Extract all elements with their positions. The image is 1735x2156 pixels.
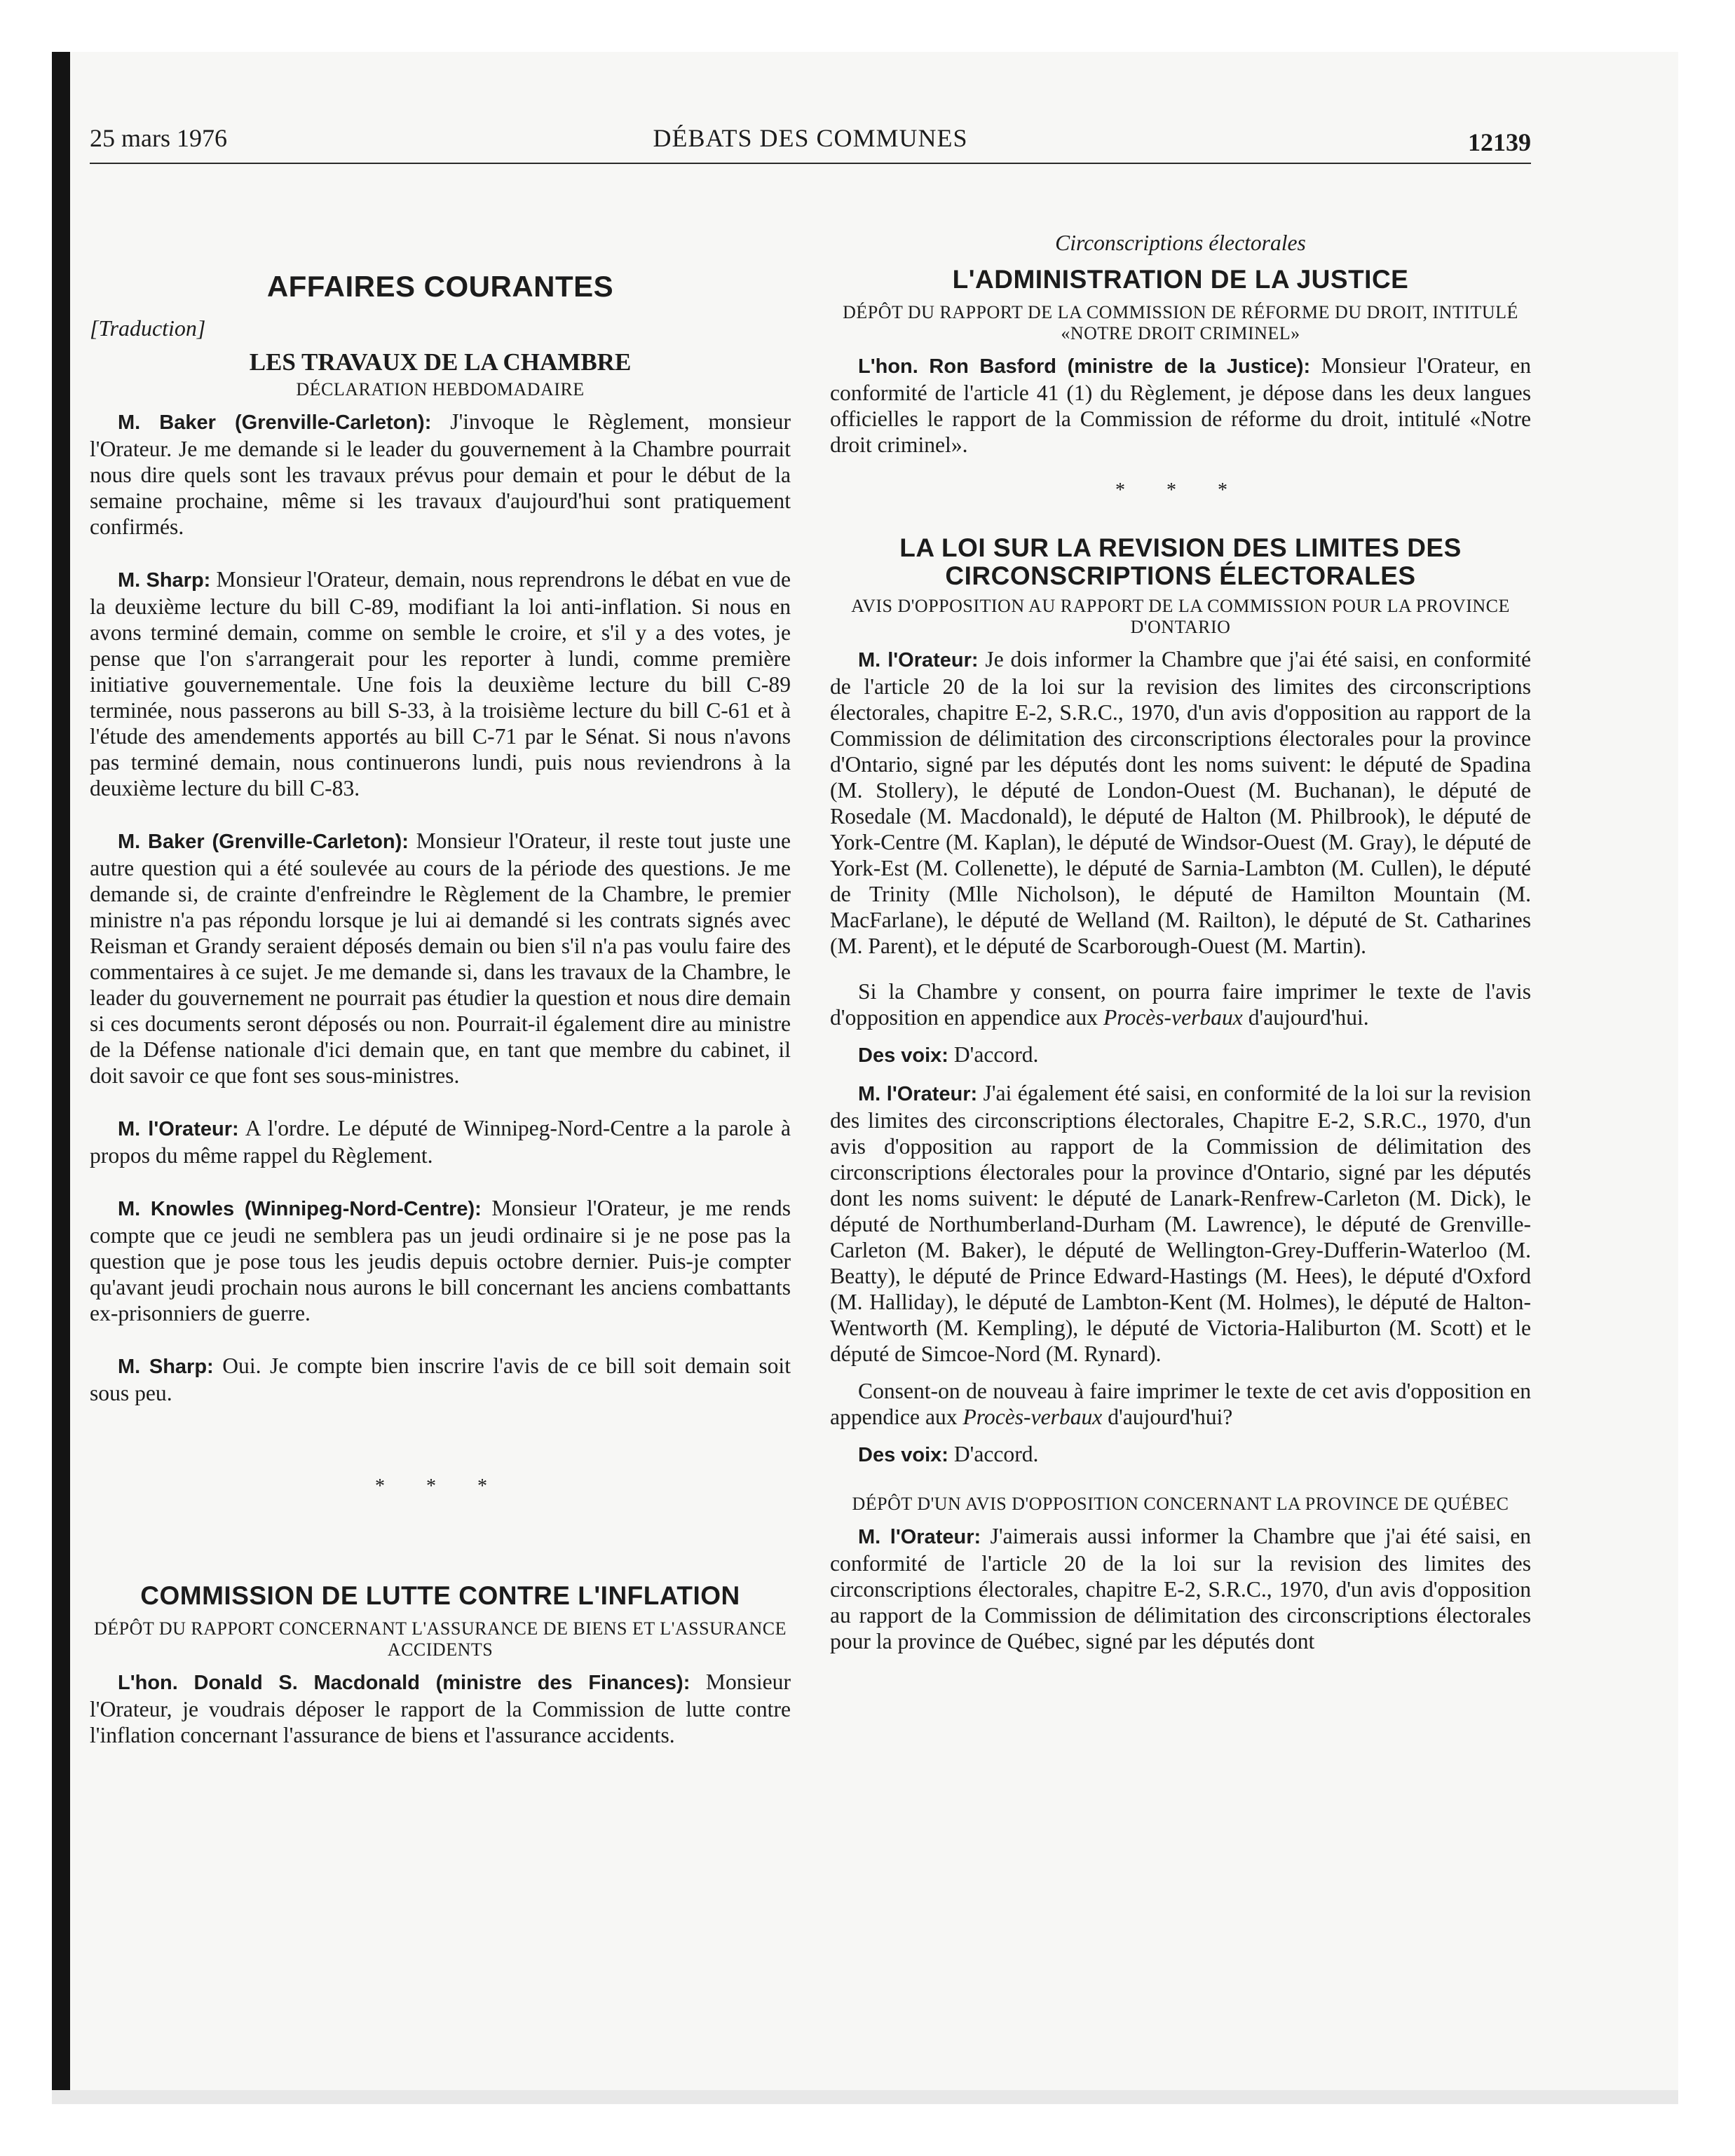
speaker-name: Des voix: — [858, 1444, 948, 1466]
paragraph-text: d'aujourd'hui? — [1102, 1405, 1233, 1429]
running-header — [90, 118, 1531, 164]
paragraph-text: D'accord. — [953, 1442, 1039, 1466]
italic-text: Procès-verbaux — [962, 1405, 1103, 1429]
speaker-name: M. Sharp: — [118, 1356, 214, 1378]
paragraph — [830, 1523, 1531, 1654]
paragraph — [830, 1042, 1531, 1069]
left-column — [90, 181, 791, 2073]
paragraph-text: Je dois informer la Chambre que j'ai été saisi, en conformité de l'article 20 de la loi sur la revision des limites des circonscriptions électorales, chapitre E-2, S.R.C., 1970, d'un avis d'opposition au rapport de la Commission de délimitation des circonscriptions électorales pour la province d'Ontario, signé par les députés dont les noms suivent: le député de Spadina (M. Stollery), le député de London-Ouest (M. Buchanan), le député de Rosedale (M. Macdonald), le député de Halton (M. Philbrook), le député de York-Centre (M. Kaplan), le député de Windsor-Ouest (M. Gray), le député de York-Est (M. Collenette), le député de Sarnia-Lambton (M. Cullen), le député de Trinity (Mlle Nicholson), le député de Hamilton Mountain (M. MacFarlane), le député de Welland (M. Railton), le député de St. Catharines (M. Parent), et le député de Scarborough-Ouest (M. Martin). — [830, 647, 1531, 958]
paragraph — [830, 1080, 1531, 1367]
header-page-number: 12139 — [1468, 128, 1531, 156]
paragraph — [90, 1669, 791, 1748]
header-date: 25 mars 1976 — [90, 124, 227, 152]
scan-border-left — [52, 52, 70, 2104]
paragraph — [830, 646, 1531, 959]
paragraph — [90, 409, 791, 540]
paragraph — [830, 353, 1531, 458]
paragraph — [830, 1378, 1531, 1430]
paragraph-text: J'ai également été saisi, en conformité de la loi sur la revision des limites des circonscriptions électorales, Chapitre E-2, S.R.C., 1970, d'un avis d'opposition au rapport de la Commission de délimitation des circonscriptions électorales pour la province d'Ontario, signé par les députés dont les noms suivent: le député de Lanark-Renfrew-Carleton (M. Dick), le député de Northumberland-Durham (M. Lawrence), le député de Grenville-Carleton (M. Baker), le député de Wellington-Grey-Dufferin-Waterloo (M. Beatty), le député de Prince Edward-Hastings (M. Hees), le député d'Oxford (M. Halliday), le député de Lambton-Kent (M. Holmes), le député de Halton-Wentworth (M. Kempling), le député de Victoria-Haliburton (M. Scott) et le député de Simcoe-Nord (M. Rynard). — [830, 1081, 1531, 1366]
speaker-name: M. l'Orateur: — [858, 1083, 978, 1105]
paragraph — [90, 1195, 791, 1326]
section-title: L'ADMINISTRATION DE LA JUSTICE — [952, 265, 1409, 294]
section-subtitle: DÉPÔT D'UN AVIS D'OPPOSITION CONCERNANT LA PROVINCE DE QUÉBEC — [852, 1494, 1509, 1514]
paragraph — [90, 566, 791, 801]
paragraph — [830, 1441, 1531, 1468]
section-separator: * * * — [1115, 479, 1246, 501]
translation-note: [Traduction] — [90, 315, 206, 341]
scan-border-bottom — [52, 2090, 1678, 2104]
speaker-name: M. Baker (Grenville-Carleton): — [118, 411, 432, 434]
paragraph-text: Monsieur l'Orateur, je me rends compte que ce jeudi ne semblera pas un jeudi ordinaire si je ne pose pas la question que je pose tous les jeudis depuis octobre dernier. Puis-je compter qu'avant jeudi prochain nous aurons le bill concernant les anciens combattants ex-prisonniers de guerre. — [90, 1196, 791, 1325]
paragraph-text: A l'ordre. Le député de Winnipeg-Nord-Centre a la parole à propos du même rappel du Règlement. — [90, 1116, 791, 1168]
section-subtitle: AVIS D'OPPOSITION AU RAPPORT DE LA COMMISSION POUR LA PROVINCE D'ONTARIO — [851, 596, 1510, 637]
header-journal-title: DÉBATS DES COMMUNES — [653, 124, 968, 152]
paragraph-text: J'invoque le Règlement, monsieur l'Orateur. Je me demande si le leader du gouvernement à la Chambre pourrait nous dire quels sont les travaux prévus pour demain et pour le début de la semaine prochaine, même si les travaux d'aujourd'hui sont pratiquement confirmés. — [90, 409, 791, 539]
paragraph-text: Consent-on de nouveau à faire imprimer le texte de cet avis d'opposition en appendice aux — [830, 1379, 1531, 1429]
speaker-name: M. Knowles (Winnipeg-Nord-Centre): — [118, 1198, 482, 1220]
speaker-name: M. Sharp: — [118, 569, 211, 592]
speaker-name: Des voix: — [858, 1044, 948, 1067]
paragraph-text: Monsieur l'Orateur, il reste tout juste une autre question qui a été soulevée au cours de la période des questions. Je me demande si, de crainte d'enfreindre le Règlement de la Chambre, le premier ministre n'a pas répondu lorsque je lui ai demandé si les contrats signés avec Reisman et Grandy seraient déposés demain ou bien s'il n'a pas voulu faire des commentaires à ce sujet. Je me demande si, dans les travaux de la Chambre, le leader du gouvernement ne pourrait pas étudier la question et nous dire demain si ces documents seront déposés ou non. Pourrait-il également dire au ministre de la Défense nationale d'ici demain que, en tant que membre du cabinet, il doit savoir ce que font ses sous-ministres. — [90, 828, 791, 1088]
speaker-name: L'hon. Ron Basford (ministre de la Justice): — [858, 355, 1311, 378]
right-column — [830, 181, 1531, 2073]
paragraph-text: Monsieur l'Orateur, demain, nous reprendrons le débat en vue de la deuxième lecture du bill C-89, modifiant la loi anti-inflation. Si nous en avons terminé demain, comme on semble le croire, et s'il y a des votes, je pense que l'on s'arrangerait pour les reporter à lundi, comme première initiative gouvernementale. Une fois la deuxième lecture du bill C-89 terminée, nous passerons au bill S-33, à la troisième lecture du bill C-61 et à l'étude des amendements apportés au bill C-71 par le Sénat. Si nous n'avons pas terminé demain, nous continuerons lundi, puis nous reviendrons à la deuxième lecture du bill C-83. — [90, 567, 791, 800]
section-subtitle: DÉPÔT DU RAPPORT DE LA COMMISSION DE RÉFORME DU DROIT, INTITULÉ «NOTRE DROIT CRIMINEL» — [843, 302, 1518, 343]
section-separator: * * * — [375, 1475, 505, 1497]
paragraph — [90, 828, 791, 1089]
paragraph-text: Monsieur l'Orateur, en conformité de l'article 41 (1) du Règlement, je dépose dans les deux langues officielles le rapport de la Commission de réforme du droit, intitulé «Notre droit criminel». — [830, 353, 1531, 457]
section-title: LA LOI SUR LA REVISION DES LIMITES DES CIRCONSCRIPTIONS ÉLECTORALES — [899, 533, 1462, 590]
section-subtitle: DÉPÔT DU RAPPORT CONCERNANT L'ASSURANCE DE BIENS ET L'ASSURANCE ACCIDENTS — [94, 1618, 787, 1660]
section-title: COMMISSION DE LUTTE CONTRE L'INFLATION — [140, 1581, 740, 1610]
category-label: Circonscriptions électorales — [1055, 231, 1306, 255]
italic-text: Procès-verbaux — [1103, 1005, 1243, 1030]
paragraph-text: J'aimerais aussi informer la Chambre que j'ai été saisi, en conformité de l'article 20 de la loi sur la revision des limites des circonscriptions électorales, chapitre E-2, S.R.C., 1970, d'un avis d'opposition au rapport de la Commission de délimitation des circonscriptions électorales pour la province de Québec, signé par les députés dont — [830, 1524, 1532, 1653]
section-title: AFFAIRES COURANTES — [266, 270, 614, 303]
speaker-name: L'hon. Donald S. Macdonald (ministre des Finances): — [118, 1672, 690, 1694]
speaker-name: M. l'Orateur: — [858, 649, 979, 671]
paragraph-text: D'accord. — [953, 1042, 1039, 1067]
subsection-title: LES TRAVAUX DE LA CHAMBRE — [249, 348, 632, 376]
paragraph-text: d'aujourd'hui. — [1242, 1005, 1369, 1030]
paragraph-text: Monsieur l'Orateur, je voudrais déposer le rapport de la Commission de lutte contre l'inflation concernant l'assurance de biens et l'assurance accidents. — [90, 1670, 791, 1747]
paragraph-text: Si la Chambre y consent, on pourra faire imprimer le texte de l'avis d'opposition en appendice aux — [830, 979, 1531, 1030]
paragraph — [830, 978, 1531, 1030]
paragraph — [90, 1115, 791, 1168]
paragraph-text: Oui. Je compte bien inscrire l'avis de ce bill soit demain soit sous peu. — [90, 1353, 791, 1405]
speaker-name: M. l'Orateur: — [118, 1118, 239, 1140]
speaker-name: M. l'Orateur: — [858, 1526, 981, 1548]
subsection-subtitle: DÉCLARATION HEBDOMADAIRE — [296, 379, 585, 400]
paragraph — [90, 1353, 791, 1406]
speaker-name: M. Baker (Grenville-Carleton): — [118, 831, 409, 853]
